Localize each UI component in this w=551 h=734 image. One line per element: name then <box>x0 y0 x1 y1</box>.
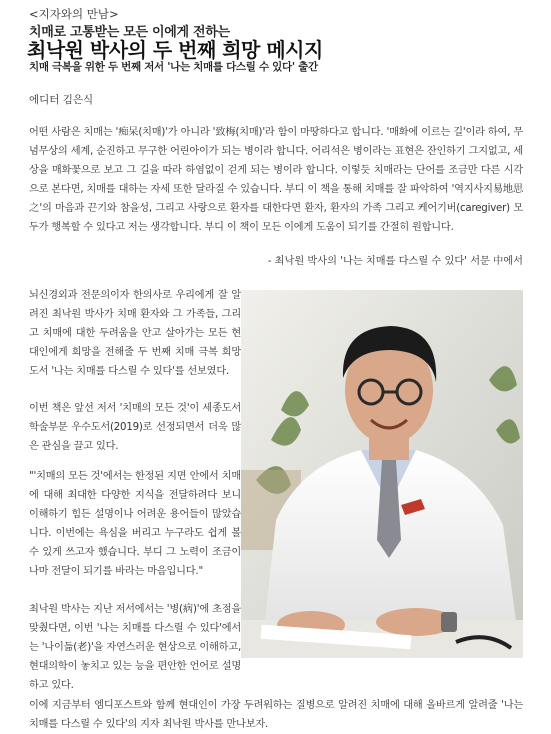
section-kicker: <지자와의 만남> <box>29 7 119 21</box>
body-paragraph-1: 뇌신경외과 전문의이자 한의사로 우리에게 잘 알려진 최낙원 박사가 치매 환자와 그 가족들, 그리고 치매에 대한 두려움을 안고 살아가는 모든 현대인에게 희망을 전해줄 두 번째 치매 극복 희망도서 '나는 치매를 다스릴 수 있다'를 선보였다. <box>29 290 241 377</box>
closing-paragraph: 이에 지금부터 엠디포스트와 함께 현대인이 가장 두려워하는 질병으로 알려진 치매에 대해 올바르게 알려줄 '나는 치매를 다스릴 수 있다'의 지자 최낙원 박사를 만나보자. <box>29 700 523 730</box>
article-deck: 치매 극복을 위한 두 번째 저서 '나는 치매를 다스릴 수 있다' 출간 <box>29 61 318 73</box>
intro-quote: 어떤 사람은 치매는 '痴呆(치매)'가 아니라 '致梅(치매)'라 함이 마땅하다고 합니다. '매화에 이르는 길'이라 하여, 무념무상의 세계, 순진하고 무구한 어린아이가 되는 병이라 합니다. 어리석은 병이라는 표현은 잔인하기 그지없고, 세상을 매화꽃으로 보고 그 길을 따라 하염없이 걷게 되는 병이라 합니다. 이렇듯 치매라는 단어를 조금만 다른 시각으로 본다면, 치매를 대하는 자세 또한 달라질 수 있습니다. 부디 이 책을 통해 치매를 잘 파악하여 '역지사지易地思之'의 마음과 끈기와 참을성, 그리고 사랑으로 환자를 대한다면 환자, 환자의 가족 그리고 케어기버(caregiver) 모두가 행복할 수 있다고 저는 생각합니다. 부디 이 책이 모든 이에게 도움이 되기를 간절히 원합니다. <box>29 127 523 233</box>
intro-citation: - 최낙원 박사의 '나는 치매를 다스릴 수 있다' 서문 中에서 <box>267 256 523 267</box>
body-paragraph-3: "'치매의 모든 것'에서는 한정된 지면 안에서 치매에 대해 최대한 다양한 지식을 전달하려다 보니 이해하기 힘든 설명이나 어려운 용어들이 많았습니다. 이번에는 욕심을 버리고 누구라도 쉽게 볼 수 있게 쓰고자 했습니다. 부디 그 노력이 조금이나마 전달이 되기를 바라는 마음입니다." <box>29 471 241 577</box>
body-paragraph-2: 이번 책은 앞선 저서 '치매의 모든 것'이 세종도서 학술부문 우수도서(2019)로 선정되면서 더욱 많은 관심을 끌고 있다. <box>29 403 241 452</box>
body-paragraph-4: 최낙원 박사는 지난 저서에서는 '병(病)'에 초점을 맞췄다면, 이번 '나는 치매를 다스릴 수 있다'에서는 '나이듦(老)'을 자연스러운 현상으로 이해하고, 현대의학이 놓치고 있는 능을 편안한 언어로 설명하고 있다. <box>29 604 241 691</box>
byline: 에디터 김은식 <box>29 94 94 106</box>
article-subhead: 치매로 고통받는 모든 이에게 전하는 <box>29 25 230 40</box>
author-photo <box>241 290 523 658</box>
article-title: 최낙원 박사의 두 번째 희망 메시지 <box>27 38 323 62</box>
